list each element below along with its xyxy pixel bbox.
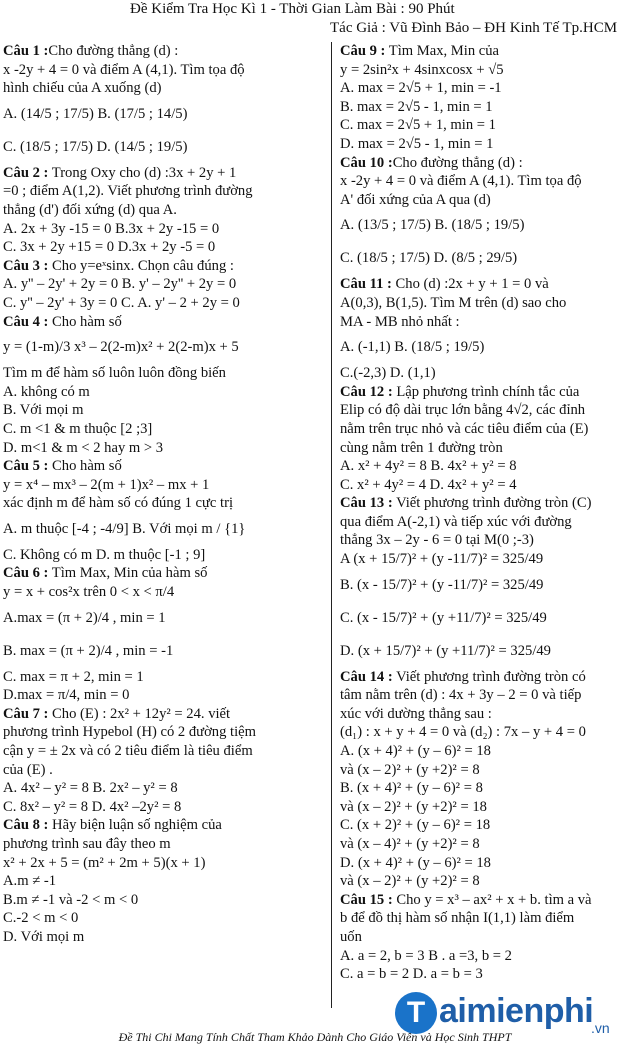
document-line: C. x² + 4y² = 4 D. 4x² + y² = 4	[340, 476, 517, 493]
document-line: Tìm m để hàm số luôn luôn đồng biến	[3, 365, 226, 382]
document-line: A. m thuộc [-4 ; -4/9] B. Với mọi m / {1}	[3, 520, 246, 537]
document-line: A. (14/5 ; 17/5) B. (17/5 ; 14/5)	[3, 105, 188, 122]
document-line: A. 2x + 3y -15 = 0 B.3x + 2y -15 = 0	[3, 220, 220, 237]
document-line: A(0,3), B(1,5). Tìm M trên (d) sao cho	[340, 294, 567, 311]
question-heading: Câu 5 : Cho hàm số	[3, 458, 122, 475]
document-line: x² + 2x + 5 = (m² + 2m + 5)(x + 1)	[3, 854, 206, 871]
document-line: và (x – 2)² + (y +2)² = 18	[340, 798, 487, 815]
document-line: C.-2 < m < 0	[3, 910, 79, 927]
document-line: y = x + cos²x trên 0 < x < π/4	[3, 584, 175, 601]
document-line: B. (x - 15/7)² + (y -11/7)² = 325/49	[340, 576, 544, 593]
question-heading: Câu 2 : Trong Oxy cho (d) :3x + 2y + 1	[3, 164, 237, 181]
document-line: A. (13/5 ; 17/5) B. (18/5 ; 19/5)	[340, 217, 525, 234]
document-line: xác định m để hàm số có đúng 1 cực trị	[3, 495, 234, 512]
document-line: phương trình sau đây theo m	[3, 836, 171, 852]
document-line: A.max = (π + 2)/4 , min = 1	[3, 609, 166, 626]
page-footer: Đề Thi Chi Mang Tính Chất Tham Khảo Dành Cho Giáo Viên và Học Sinh THPT	[118, 1030, 512, 1044]
document-line: D. m<1 & m < 2 hay m > 3	[3, 439, 164, 456]
logo-suffix: .vn	[591, 1020, 610, 1036]
document-line: C. 8x² – y² = 8 D. 4x² –2y² = 8	[3, 798, 182, 815]
document-line: A (x + 15/7)² + (y -11/7)² = 325/49	[340, 551, 544, 568]
question-heading: Câu 1 :Cho đường thẳng (d) :	[3, 43, 179, 59]
document-line: tâm nằm trên (d) : 4x + 3y – 2 = 0 và tiếp	[340, 687, 582, 704]
document-line: A' đối xứng của A qua (d)	[340, 191, 491, 208]
document-line: A. a = 2, b = 3 B . a =3, b = 2	[340, 947, 512, 964]
document-line: C. max = π + 2, min = 1	[3, 668, 144, 685]
document-line: C. (18/5 ; 17/5) D. (14/5 ; 19/5)	[3, 138, 188, 155]
document-line: y = 2sin²x + 4sinxcosx + √5	[340, 61, 504, 78]
document-line: y = x⁴ – mx³ – 2(m + 1)x² – mx + 1	[3, 476, 210, 493]
exam-title: Đề Kiểm Tra Học Kì 1 - Thời Gian Làm Bài : 90 Phút	[130, 1, 455, 17]
document-line: D. (x + 15/7)² + (y +11/7)² = 325/49	[340, 642, 551, 659]
question-heading: Câu 13 : Viết phương trình đường tròn (C)	[340, 495, 592, 512]
document-line: C. (x + 2)² + (y – 6)² = 18	[340, 817, 491, 834]
question-heading: Câu 3 : Cho y=eˣsinx. Chọn câu đúng :	[3, 257, 234, 274]
document-line: nằm trên trục nhỏ và các tiêu điểm của (E)	[340, 420, 589, 437]
document-line: MA - MB nhỏ nhất :	[340, 313, 460, 330]
document-line: A. không có m	[3, 383, 90, 400]
question-heading: Câu 11 : Cho (d) :2x + y + 1 = 0 và	[340, 276, 549, 293]
document-line: thẳng (d') đối xứng (d) qua A.	[3, 201, 177, 218]
document-line: và (x – 2)² + (y +2)² = 8	[340, 761, 480, 778]
question-heading: Câu 14 : Viết phương trình đường tròn có	[340, 668, 586, 685]
document-line: thẳng 3x – 2y - 6 = 0 tại M(0 ;-3)	[340, 532, 534, 549]
document-line: D. (x + 4)² + (y – 6)² = 18	[340, 854, 491, 871]
document-line: C. (x - 15/7)² + (y +11/7)² = 325/49	[340, 609, 547, 626]
document-line: qua điểm A(-2,1) và tiếp xúc với đường	[340, 513, 572, 530]
question-heading: Câu 7 : Cho (E) : 2x² + 12y² = 24. viết	[3, 705, 231, 722]
question-heading: Câu 9 : Tìm Max, Min của	[340, 43, 500, 59]
column-divider	[331, 42, 332, 1008]
question-heading: Câu 8 : Hãy biện luận số nghiệm của	[3, 817, 222, 834]
document-line: A. (-1,1) B. (18/5 ; 19/5)	[340, 339, 485, 356]
document-line: C. Không có m D. m thuộc [-1 ; 9]	[3, 546, 206, 563]
logo-text: aimienphi	[439, 992, 594, 1030]
question-heading: Câu 4 : Cho hàm số	[3, 313, 122, 330]
document-line: A. 4x² – y² = 8 B. 2x² – y² = 8	[3, 780, 178, 797]
document-line: và (x – 2)² + (y +2)² = 8	[340, 873, 480, 890]
document-line: và (x – 4)² + (y +2)² = 8	[340, 836, 480, 852]
document-line: A. max = 2√5 + 1, min = -1	[340, 80, 502, 97]
document-line: C. y'' – 2y' + 3y = 0 C. A. y' – 2 + 2y = 0	[3, 294, 240, 311]
document-line: D. max = 2√5 - 1, min = 1	[340, 135, 494, 152]
document-line: phương trình Hypebol (H) có 2 đường tiệm	[3, 724, 256, 741]
document-line: (d₁) : x + y + 4 = 0 và (d₂) : 7x – y + 4 = 0	[340, 724, 586, 741]
document-line: A.m ≠ -1	[3, 873, 57, 890]
exam-author: Tác Giả : Vũ Đình Bảo – ĐH Kinh Tế Tp.HCM	[330, 20, 618, 36]
document-line: của (E) .	[3, 761, 53, 778]
document-line: C. max = 2√5 + 1, min = 1	[340, 117, 496, 134]
document-line: C.(-2,3) D. (1,1)	[340, 365, 436, 382]
document-line: C. (18/5 ; 17/5) D. (8/5 ; 29/5)	[340, 250, 518, 267]
document-line: C. 3x + 2y +15 = 0 D.3x + 2y -5 = 0	[3, 239, 216, 256]
document-line: cận y = ± 2x và có 2 tiêu điểm là tiêu điểm	[3, 743, 253, 760]
document-line: b để đồ thị hàm số nhận I(1,1) làm điểm	[340, 910, 575, 927]
document-line: A. x² + 4y² = 8 B. 4x² + y² = 8	[340, 458, 517, 475]
document-line: A. y'' – 2y' + 2y = 0 B. y' – 2y'' + 2y = 0	[3, 276, 237, 293]
document-line: C. a = b = 2 D. a = b = 3	[340, 966, 483, 983]
document-line: A. (x + 4)² + (y – 6)² = 18	[340, 743, 491, 760]
document-line: x -2y + 4 = 0 và điểm A (4,1). Tìm tọa độ	[3, 61, 245, 78]
document-line: Elip có độ dài trục lớn bằng 4√2, các đỉnh	[340, 402, 586, 419]
document-line: hình chiếu của A xuống (d)	[3, 80, 162, 97]
document-line: B.m ≠ -1 và -2 < m < 0	[3, 891, 139, 908]
document-line: B. (x + 4)² + (y – 6)² = 8	[340, 780, 483, 797]
logo-circle-icon: T	[395, 992, 437, 1034]
document-line: =0 ; điểm A(1,2). Viết phương trình đường	[3, 183, 253, 200]
document-line: y = (1-m)/3 x³ – 2(2-m)x² + 2(2-m)x + 5	[3, 339, 239, 356]
left-column	[3, 42, 325, 947]
question-heading: Câu 15 : Cho y = x³ – ax² + x + b. tìm a và	[340, 891, 592, 908]
document-line: xúc với dường thẳng sau :	[340, 705, 492, 722]
document-line: uốn	[340, 928, 362, 945]
document-line: D. Với mọi m	[3, 928, 85, 945]
document-line: B. max = 2√5 - 1, min = 1	[340, 98, 493, 115]
document-line: x -2y + 4 = 0 và điểm A (4,1). Tìm tọa độ	[340, 173, 582, 190]
question-heading: Câu 10 :Cho đường thẳng (d) :	[340, 154, 523, 171]
page-header	[0, 0, 630, 42]
document-line: cùng nằm trên 1 đường tròn	[340, 439, 503, 456]
question-heading: Câu 12 : Lập phương trình chính tắc của	[340, 383, 580, 400]
document-line: B. max = (π + 2)/4 , min = -1	[3, 642, 174, 659]
document-line: D.max = π/4, min = 0	[3, 687, 130, 704]
right-column	[340, 42, 628, 984]
document-line: C. m <1 & m thuộc [2 ;3]	[3, 420, 153, 437]
question-heading: Câu 6 : Tìm Max, Min của hàm số	[3, 565, 208, 582]
document-line: B. Với mọi m	[3, 402, 84, 419]
